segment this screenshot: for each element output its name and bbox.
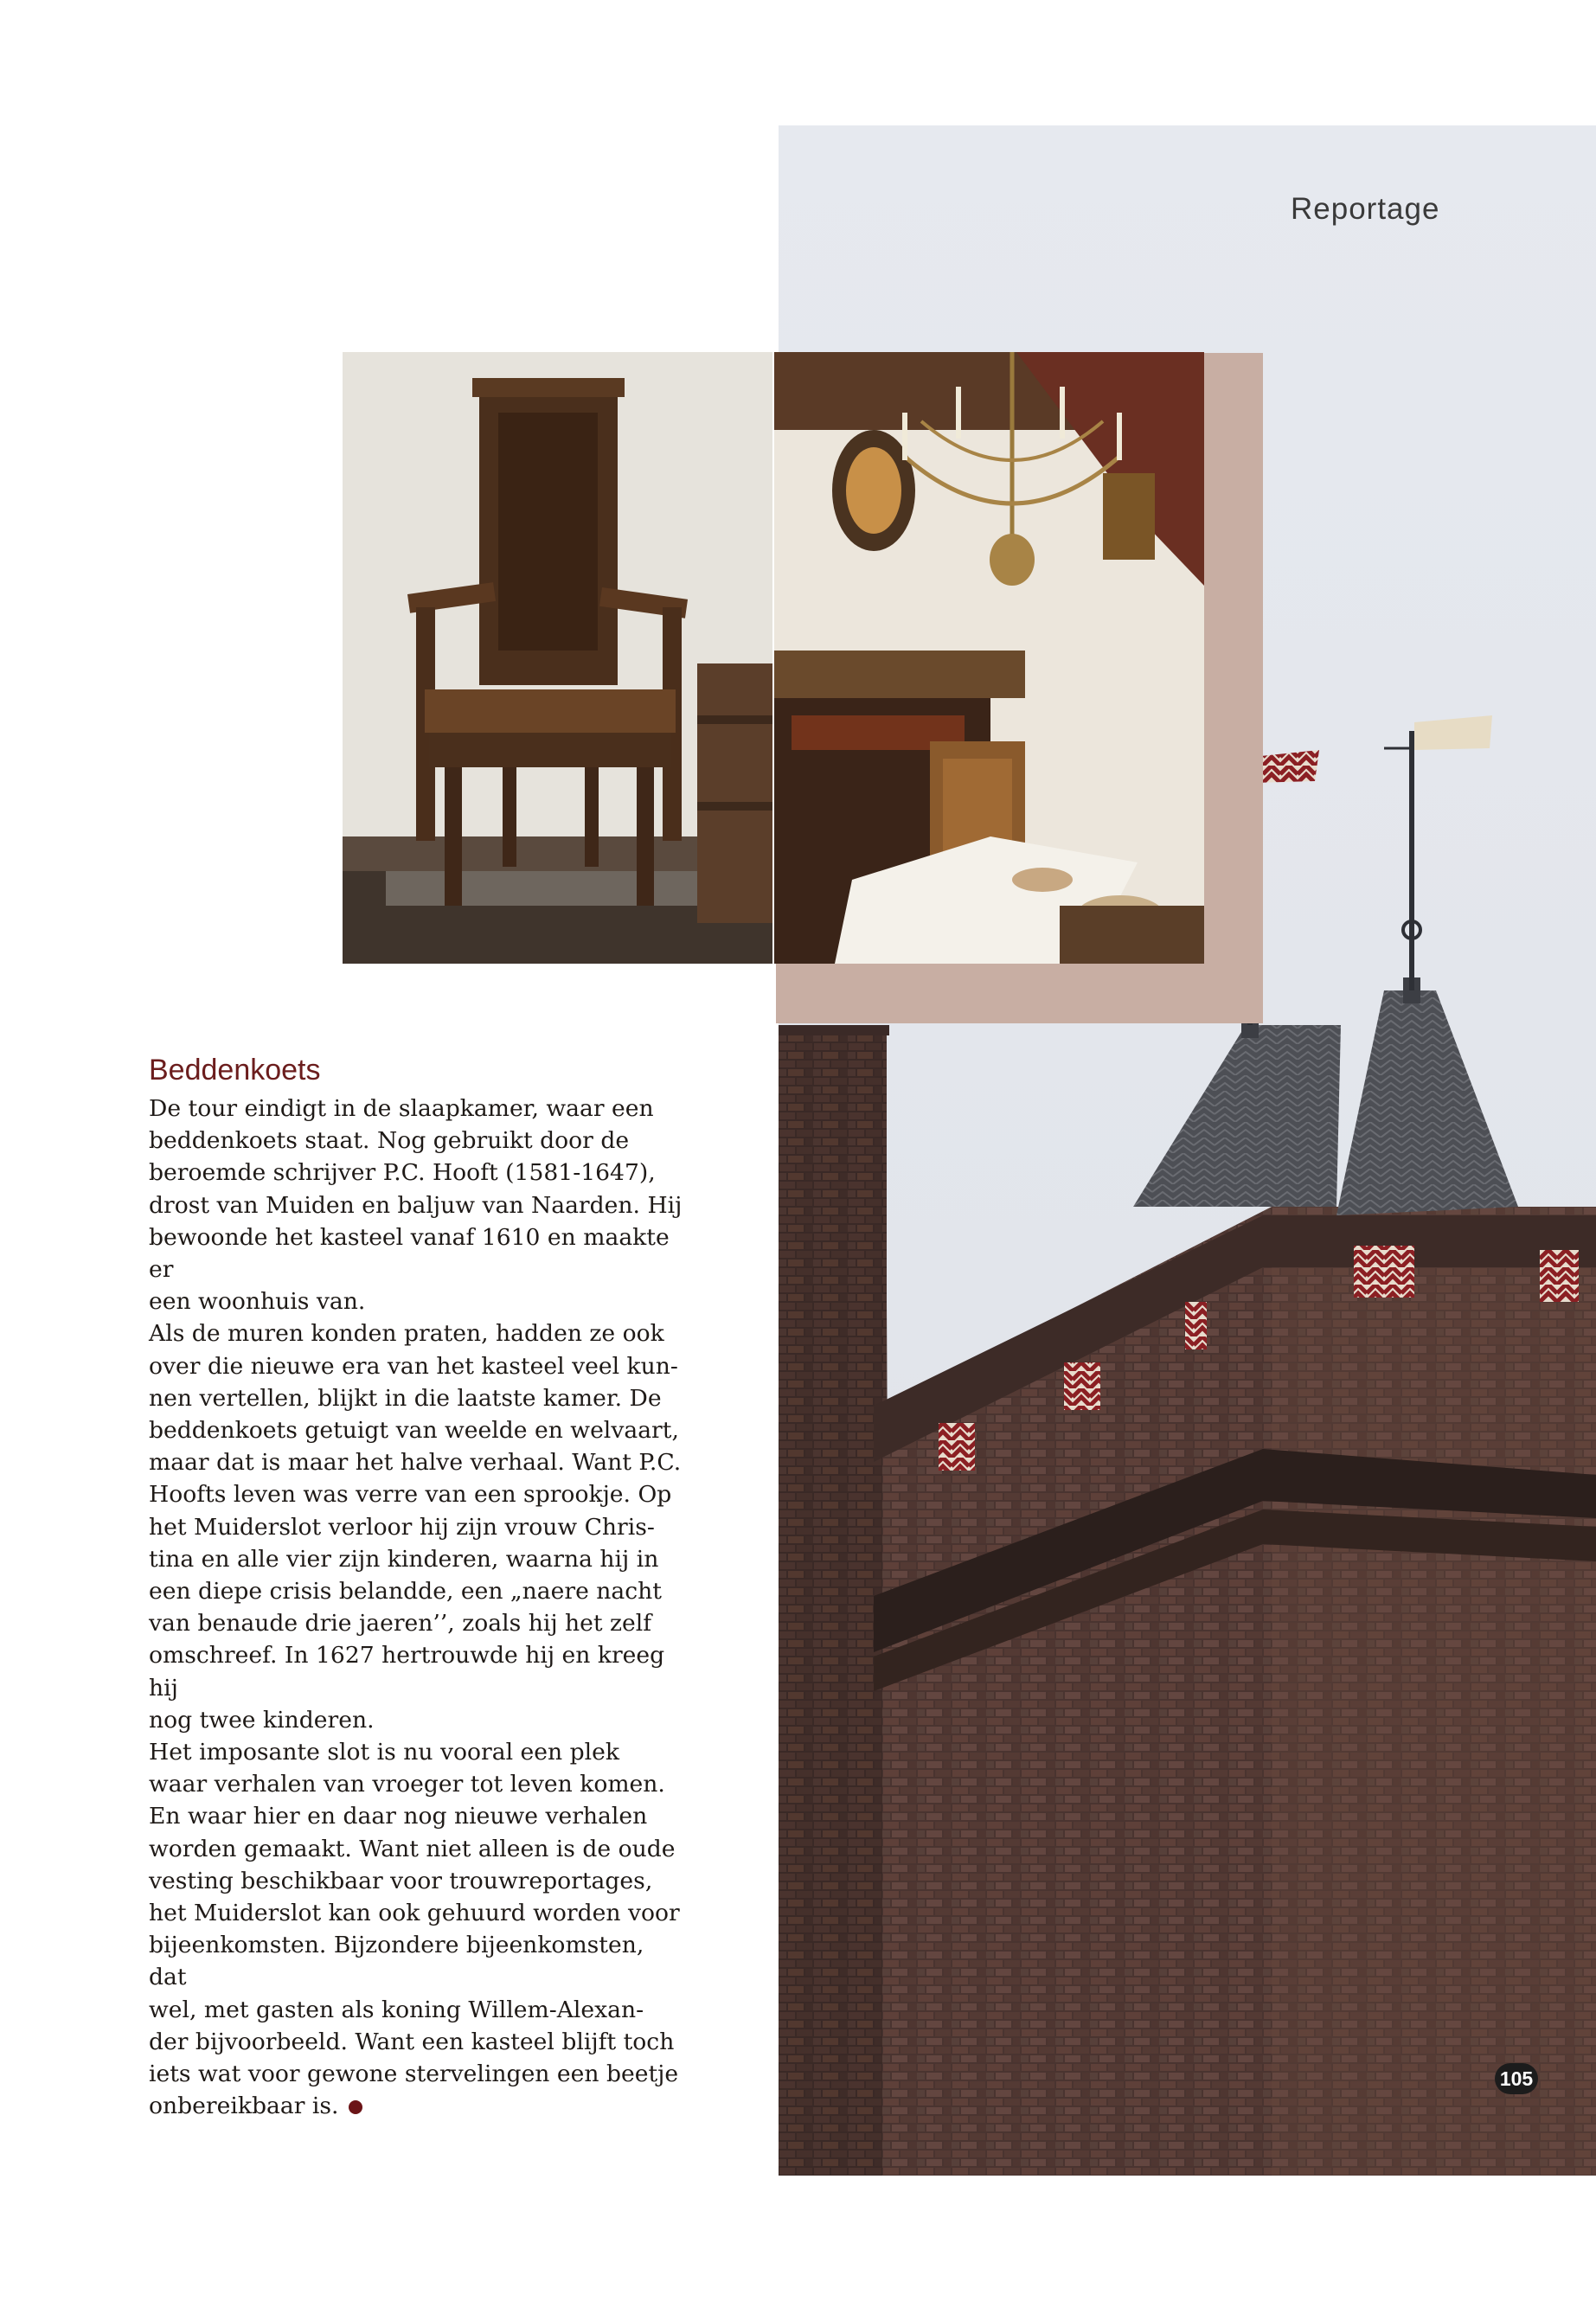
article-heading: Beddenkoets — [149, 1054, 321, 1086]
paragraph-3-text: Het imposante slot is nu vooral een plek waar verhalen van vroeger tot leven komen. En waar hier en daar nog nieuwe verhalen worden gemaakt. Want niet alleen is de oude vesting beschikbaar voor trouwreportages, het Muiderslot kan ook gehuurd worden voor bijeenkomsten. Bijzondere bijeenkomsten, dat wel, met gasten als koning Willem-Alexan- der bijvoorbeeld. Want een kasteel blijft toch iets wat voor gewone stervelingen een beetje onbereikbaar is. — [149, 1739, 680, 2120]
article — [149, 1054, 685, 2123]
chair-photo — [343, 352, 772, 964]
end-mark-icon — [349, 2100, 362, 2114]
hall-photo — [774, 352, 1204, 964]
page-number: 105 — [1495, 2063, 1538, 2094]
paragraph-3 — [149, 1736, 685, 2122]
paragraph-2: Als de muren konden praten, hadden ze ook over die nieuwe era van het kasteel veel kun- nen vertellen, blijkt in die laatste kamer. De beddenkoets getuigt van weelde en welvaart, maar dat is maar het halve verhaal. Want P.C. Hoofts leven was verre van een sprookje. Op het Muiderslot verloor hij zijn vrouw Chris- tina en alle vier zijn kinderen, waarna hij in een diepe crisis belandde, een „naere nacht van benaude drie jaeren’’, zoals hij het zelf omschreef. In 1627 hertrouwde hij en kreeg hij nog twee kinderen. — [149, 1320, 682, 1734]
paragraph-1: De tour eindigt in de slaapkamer, waar een beddenkoets staat. Nog gebruikt door de beroemde schrijver P.C. Hooft (1581-1647), drost van Muiden en baljuw van Naarden. Hij bewoonde het kasteel vanaf 1610 en maakte er een woonhuis van. — [149, 1095, 683, 1316]
section-label: Reportage — [1291, 192, 1440, 226]
